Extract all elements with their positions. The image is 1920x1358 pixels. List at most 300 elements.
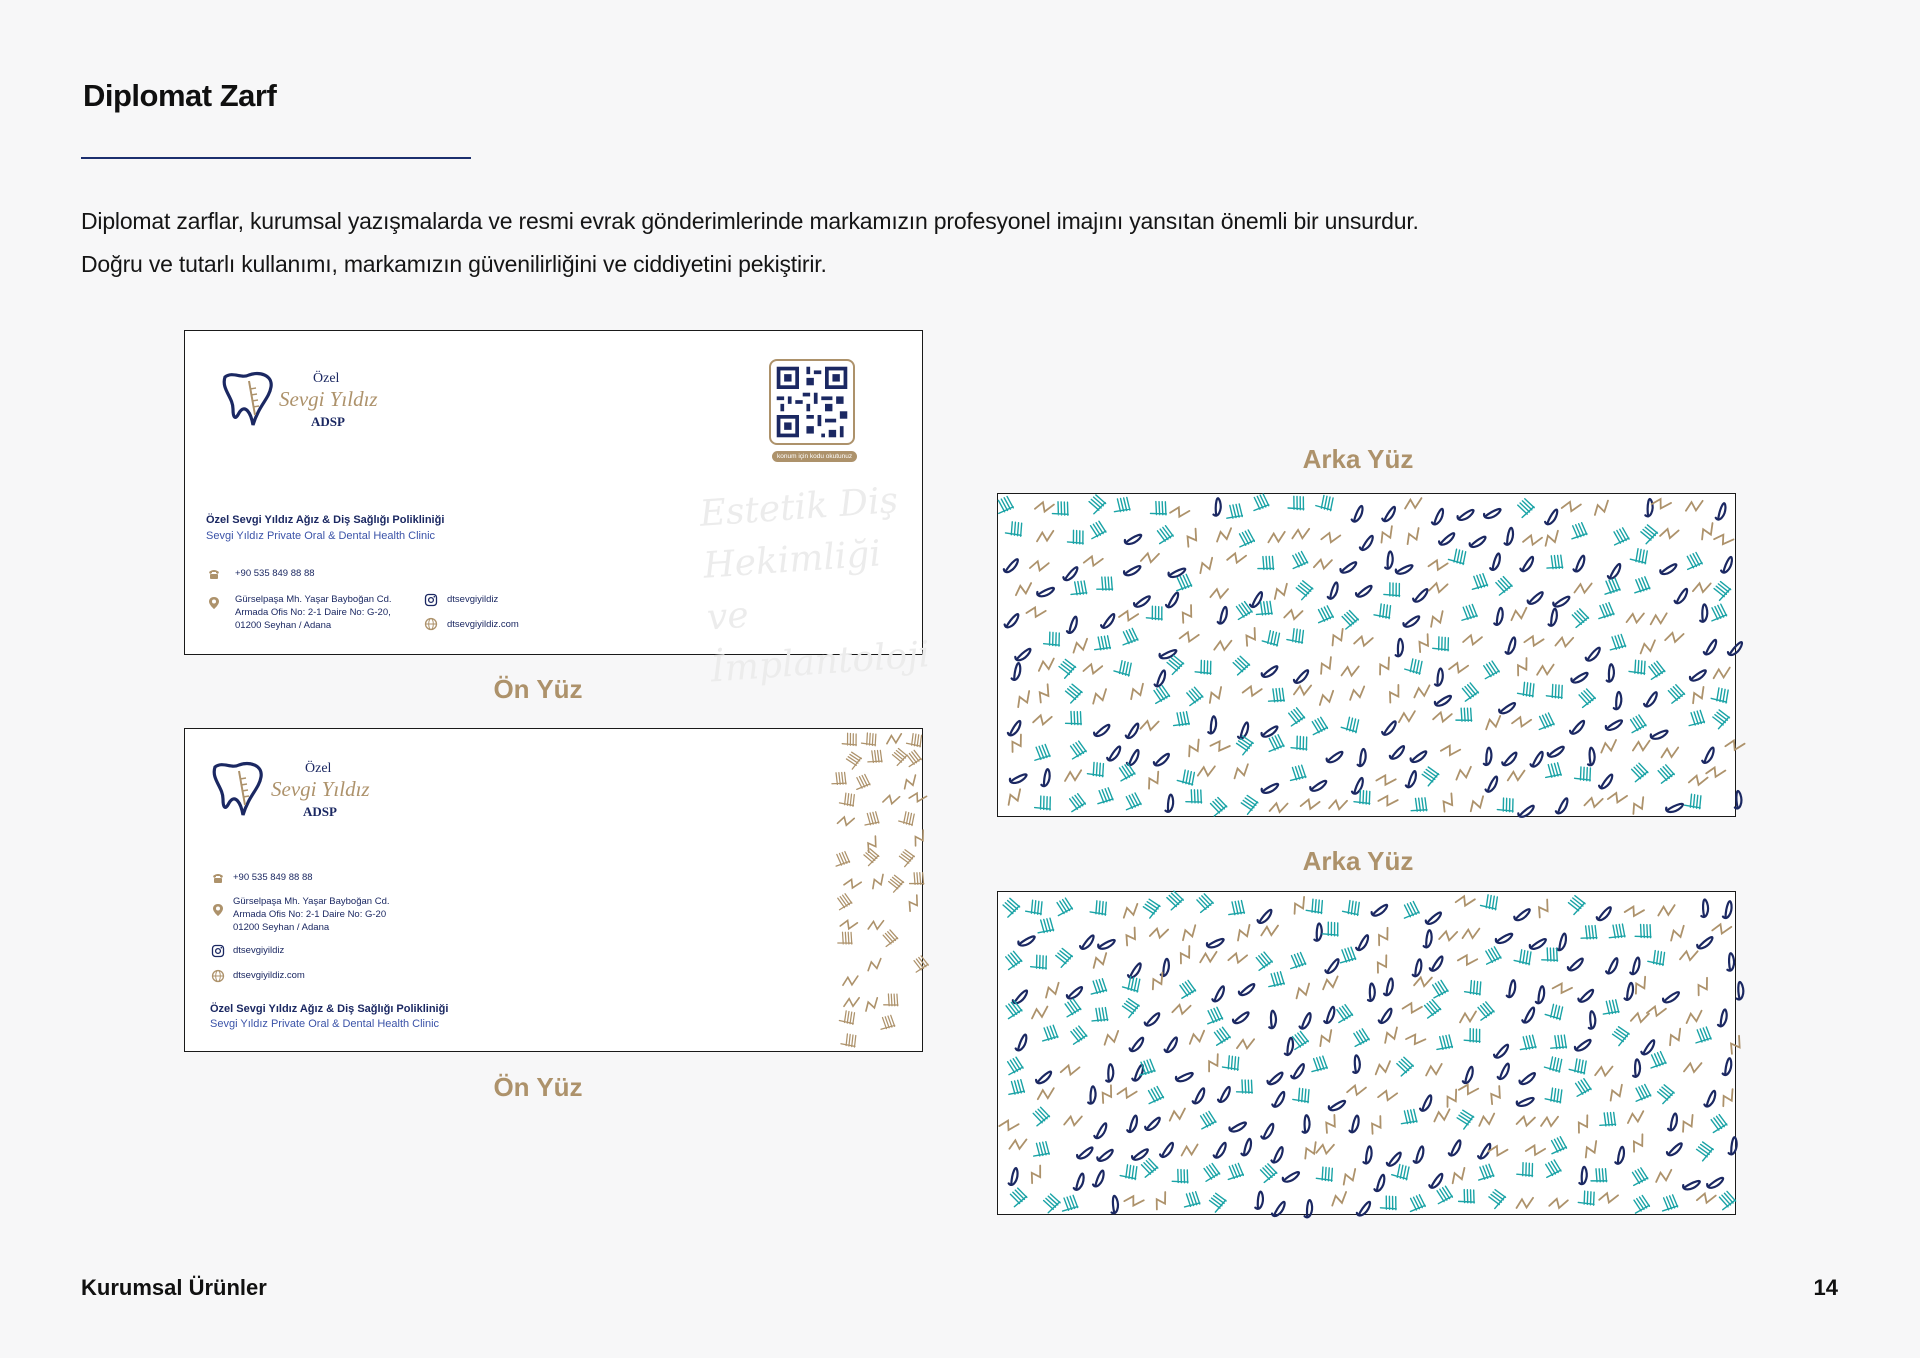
pattern-motif-loop	[1014, 1035, 1028, 1051]
pattern-motif-tooth	[1599, 603, 1614, 619]
pattern-motif-tooth	[865, 811, 880, 827]
pattern-motif-tooth	[1514, 947, 1535, 968]
pattern-motif-tooth	[1711, 685, 1732, 707]
pattern-motif-tooth	[839, 790, 858, 809]
pattern-motif-zigzag	[1241, 628, 1260, 646]
pattern-motif-loop	[1574, 1036, 1591, 1054]
pattern-motif-tooth	[1156, 524, 1174, 543]
pattern-motif-zigzag	[1272, 584, 1291, 599]
pattern-motif-loop	[1478, 747, 1496, 766]
pattern-motif-zigzag	[1188, 1031, 1205, 1044]
globe-icon	[424, 617, 438, 631]
pattern-motif-zigzag	[1524, 632, 1543, 649]
pattern-motif-loop	[1379, 1008, 1392, 1023]
pattern-motif-tooth	[1209, 796, 1229, 816]
pattern-motif-zigzag	[1234, 925, 1253, 941]
pattern-motif-tooth	[1258, 553, 1277, 573]
pattern-motif-zigzag	[1321, 1115, 1340, 1133]
pattern-motif-loop	[1004, 612, 1018, 628]
pattern-motif-loop	[1483, 503, 1501, 522]
pattern-motif-tooth	[1547, 553, 1566, 572]
pattern-motif-loop	[1430, 956, 1443, 971]
pattern-motif-tooth	[1518, 679, 1539, 700]
pattern-motif-loop	[1585, 646, 1600, 662]
pattern-motif-tooth	[1006, 1056, 1024, 1074]
pattern-motif-tooth	[1572, 523, 1587, 539]
pattern-motif-loop	[1036, 582, 1054, 601]
pattern-motif-zigzag	[1227, 550, 1246, 566]
pattern-motif-zigzag	[1517, 1113, 1535, 1128]
pattern-motif-tooth	[1516, 497, 1536, 518]
pattern-motif-tooth	[1071, 579, 1089, 598]
pattern-motif-tooth	[1068, 527, 1088, 548]
pattern-motif-tooth	[862, 847, 881, 866]
pattern-motif-tooth	[1610, 1024, 1631, 1046]
pattern-motif-loop	[1346, 1115, 1362, 1133]
pattern-motif-loop	[1153, 670, 1168, 686]
pattern-motif-loop	[1071, 1173, 1086, 1190]
qr-code-icon	[773, 363, 851, 441]
pattern-motif-loop	[1003, 557, 1018, 573]
pattern-motif-zigzag	[1294, 683, 1311, 696]
phone-number: +90 535 849 88 88	[233, 872, 313, 883]
clinic-name-tr: Özel Sevgi Yıldız Ağız & Diş Sağlığı Polikliniği	[206, 514, 445, 526]
pattern-motif-loop	[1360, 535, 1373, 550]
pattern-motif-tooth	[1150, 498, 1170, 518]
pattern-motif-zigzag	[1639, 640, 1656, 653]
pattern-motif-tooth	[1545, 1001, 1566, 1023]
pattern-motif-tooth	[1122, 628, 1138, 645]
pattern-motif-tooth	[1185, 1191, 1201, 1208]
pattern-motif-tooth	[1177, 767, 1198, 789]
pattern-motif-loop	[1665, 798, 1683, 817]
pattern-motif-tooth	[1195, 657, 1215, 678]
pattern-motif-tooth	[1476, 1000, 1495, 1020]
pattern-motif-zigzag	[844, 876, 861, 891]
pattern-motif-zigzag	[1083, 661, 1102, 677]
pattern-motif-zigzag	[1180, 925, 1198, 940]
pattern-motif-zigzag	[1015, 583, 1032, 595]
pattern-motif-loop	[1165, 1037, 1177, 1052]
pattern-motif-tooth	[1316, 492, 1337, 514]
pattern-motif-loop	[1696, 933, 1712, 951]
pattern-motif-tooth	[1709, 1113, 1727, 1132]
pattern-motif-zigzag	[1372, 955, 1391, 973]
pattern-motif-zigzag	[1725, 736, 1744, 753]
pattern-motif-loop	[1035, 1068, 1051, 1086]
pattern-motif-loop	[1326, 747, 1343, 765]
pattern-motif-loop	[1578, 987, 1594, 1004]
pattern-motif-loop	[1429, 1173, 1442, 1188]
pattern-motif-loop	[1298, 1013, 1312, 1029]
pattern-motif-loop	[1430, 668, 1447, 686]
pattern-motif-tooth	[1352, 1028, 1370, 1046]
clinic-name-en: Sevgi Yıldız Private Oral & Dental Health Clinic	[210, 1018, 440, 1030]
pattern-motif-loop	[1620, 983, 1637, 1001]
pattern-motif-zigzag	[1689, 772, 1708, 788]
pattern-motif-tooth	[1174, 710, 1192, 729]
pattern-motif-tooth	[1118, 762, 1136, 781]
pattern-motif-loop	[1350, 506, 1364, 522]
pattern-motif-tooth	[841, 1031, 860, 1050]
pattern-motif-loop	[1389, 744, 1404, 761]
pattern-motif-loop	[1144, 1011, 1159, 1028]
pattern-motif-tooth	[1269, 971, 1286, 988]
pattern-motif-loop	[1413, 587, 1428, 604]
pattern-motif-loop	[1250, 1191, 1267, 1210]
pattern-motif-loop	[1529, 934, 1546, 953]
pattern-motif-tooth	[1343, 898, 1364, 919]
pattern-motif-loop	[1713, 503, 1728, 520]
pattern-motif-zigzag	[1541, 1115, 1558, 1128]
pattern-motif-zigzag	[1097, 1085, 1116, 1103]
pattern-motif-tooth	[1465, 977, 1486, 998]
pattern-motif-tooth	[1165, 653, 1186, 674]
pattern-motif-tooth	[1041, 1192, 1061, 1213]
pattern-motif-loop	[1574, 1167, 1592, 1186]
pattern-motif-tooth	[1034, 1140, 1051, 1158]
pattern-motif-tooth	[1140, 1157, 1160, 1177]
pattern-motif-tooth	[1239, 793, 1260, 815]
pattern-motif-tooth	[1712, 579, 1733, 600]
pattern-motif-zigzag	[1512, 713, 1531, 730]
pattern-motif-loop	[1160, 1142, 1173, 1157]
pattern-motif-zigzag	[1463, 632, 1482, 648]
pattern-motif-zigzag	[1534, 900, 1553, 918]
pattern-motif-loop	[1097, 934, 1115, 953]
pattern-motif-zigzag	[1026, 1165, 1045, 1183]
pattern-motif-tooth	[1462, 604, 1477, 620]
pattern-motif-tooth	[1605, 578, 1620, 594]
pattern-motif-zigzag	[1026, 603, 1045, 620]
phone-icon	[207, 567, 221, 581]
pattern-motif-tooth	[1574, 1078, 1592, 1097]
pattern-motif-tooth	[1311, 717, 1328, 735]
pattern-motif-zigzag	[1573, 1115, 1592, 1133]
pattern-motif-loop	[1238, 980, 1255, 998]
pattern-motif-loop	[1107, 746, 1120, 761]
pattern-motif-zigzag	[1382, 1027, 1401, 1042]
pattern-motif-loop	[1296, 1115, 1314, 1134]
pattern-motif-loop	[1498, 698, 1515, 716]
pattern-motif-tooth	[997, 496, 1014, 513]
pattern-motif-loop	[1601, 664, 1619, 683]
pattern-motif-zigzag	[1043, 983, 1061, 998]
logo-adsp: ADSP	[303, 804, 337, 819]
pattern-motif-zigzag	[1228, 950, 1247, 966]
pattern-motif-zigzag	[1314, 557, 1332, 571]
pattern-motif-zigzag	[1385, 685, 1404, 703]
pattern-motif-tooth	[1114, 658, 1135, 680]
pattern-motif-zigzag	[1065, 770, 1081, 781]
pattern-motif-tooth	[1026, 897, 1047, 918]
pattern-motif-loop	[1100, 1064, 1118, 1083]
pattern-motif-zigzag	[1403, 999, 1422, 1016]
pattern-motif-loop	[1516, 1092, 1534, 1111]
pattern-motif-loop	[1325, 582, 1340, 599]
pattern-motif-tooth	[1710, 707, 1731, 728]
pattern-motif-tooth	[1114, 496, 1131, 514]
pattern-motif-loop	[1500, 528, 1517, 546]
pattern-motif-loop	[1572, 556, 1586, 572]
pattern-motif-loop	[1641, 1040, 1654, 1055]
pattern-motif-loop	[1126, 723, 1139, 738]
pattern-motif-zigzag	[1150, 925, 1168, 940]
pattern-motif-loop	[1156, 959, 1173, 977]
pattern-motif-zigzag	[1200, 951, 1216, 963]
pattern-motif-loop	[1261, 662, 1278, 680]
pattern-motif-zigzag	[1516, 1197, 1533, 1209]
pattern-motif-loop	[1719, 557, 1733, 573]
pattern-motif-loop	[1724, 1137, 1741, 1155]
pattern-motif-tooth	[1648, 948, 1669, 969]
pattern-motif-tooth	[1405, 656, 1426, 678]
pattern-motif-loop	[1403, 612, 1420, 630]
pattern-motif-zigzag	[1037, 530, 1053, 542]
pattern-motif-loop	[1608, 564, 1620, 579]
pattern-motif-tooth	[1631, 1167, 1649, 1185]
pattern-motif-loop	[1403, 771, 1418, 788]
pattern-motif-zigzag	[1378, 1087, 1397, 1103]
pattern-motif-zigzag	[1627, 611, 1644, 624]
pattern-motif-loop	[1390, 639, 1408, 658]
pattern-motif-tooth	[839, 1008, 858, 1027]
pattern-motif-loop	[1372, 1175, 1387, 1192]
pattern-motif-tooth	[1544, 1159, 1561, 1177]
watermark-line-2: Hekimliği ve	[701, 533, 883, 639]
pattern-motif-zigzag	[1084, 553, 1103, 569]
pattern-motif-loop	[1340, 558, 1357, 576]
pattern-motif-tooth	[1629, 714, 1647, 733]
pattern-motif-zigzag	[1141, 718, 1159, 732]
pattern-motif-zigzag	[1144, 772, 1163, 789]
pattern-motif-loop	[1328, 1096, 1346, 1115]
pattern-motif-tooth	[1172, 1166, 1192, 1186]
pattern-motif-tooth	[1294, 578, 1315, 599]
instagram-handle: dtsevgiyildiz	[233, 945, 285, 956]
pattern-motif-loop	[1214, 607, 1230, 625]
pattern-motif-zigzag	[1686, 500, 1703, 512]
pattern-motif-zigzag	[1330, 1192, 1348, 1206]
intro-line-2: Doğru ve tutarlı kullanımı, markamızın güvenilirliğini ve ciddiyetini pekiştirir.	[81, 251, 827, 277]
address-line-2: Armada Ofis No: 2-1 Daire No: G-20,	[235, 607, 391, 618]
pattern-motif-tooth	[1066, 708, 1086, 728]
pattern-motif-tooth	[1207, 1007, 1223, 1024]
pattern-motif-loop	[1129, 1036, 1143, 1052]
pattern-motif-tooth	[1575, 764, 1595, 785]
pattern-motif-tooth	[1165, 889, 1185, 910]
pattern-motif-zigzag	[1526, 1141, 1545, 1158]
pattern-motif-tooth	[1686, 552, 1703, 569]
pattern-motif-zigzag	[1005, 789, 1024, 805]
pattern-motif-tooth	[1152, 685, 1170, 704]
pattern-motif-tooth	[881, 928, 898, 946]
footer-section-title: Kurumsal Ürünler	[81, 1275, 267, 1300]
pattern-motif-loop	[1096, 1146, 1113, 1164]
pattern-motif-zigzag	[1376, 771, 1395, 789]
pattern-motif-zigzag	[1374, 1061, 1391, 1074]
pattern-motif-tooth	[1520, 1034, 1537, 1052]
pattern-motif-loop	[1485, 777, 1498, 792]
pattern-motif-zigzag	[1206, 687, 1225, 703]
pattern-motif-zigzag	[1508, 769, 1525, 781]
pattern-motif-zigzag	[1537, 664, 1554, 676]
pattern-motif-tooth	[1663, 1195, 1678, 1211]
pattern-motif-loop	[1460, 1067, 1475, 1084]
pattern-motif-zigzag	[863, 998, 879, 1011]
pattern-motif-tooth	[1409, 1194, 1425, 1211]
pattern-motif-zigzag	[1197, 558, 1216, 573]
pattern-motif-tooth	[1395, 1055, 1415, 1076]
pattern-motif-tooth	[1312, 1056, 1328, 1073]
pattern-motif-loop	[1502, 750, 1517, 767]
pattern-motif-zigzag	[1034, 684, 1053, 702]
pattern-motif-zigzag	[1261, 924, 1278, 936]
pattern-motif-zigzag	[869, 874, 886, 888]
pattern-motif-tooth	[1635, 921, 1655, 941]
pattern-motif-loop	[1469, 532, 1486, 550]
pattern-motif-zigzag	[1009, 1138, 1026, 1151]
pattern-motif-zigzag	[1184, 739, 1203, 756]
pattern-motif-tooth	[1288, 493, 1308, 513]
page-title: Diplomat Zarf	[83, 78, 277, 113]
pattern-motif-zigzag	[1141, 550, 1159, 564]
pattern-motif-tooth	[1290, 952, 1305, 968]
pattern-motif-zigzag	[1460, 1011, 1476, 1022]
pattern-motif-loop	[1599, 774, 1613, 790]
envelope-front-2	[184, 728, 923, 1052]
pattern-motif-tooth	[1497, 795, 1517, 816]
pattern-motif-zigzag	[911, 830, 928, 846]
pattern-motif-tooth	[1069, 740, 1087, 759]
pattern-motif-zigzag	[1014, 691, 1033, 707]
pattern-motif-tooth	[1694, 1139, 1715, 1161]
pattern-motif-tooth	[1545, 1085, 1566, 1106]
pattern-motif-zigzag	[1428, 556, 1447, 573]
pattern-motif-zigzag	[1433, 709, 1452, 725]
tooth-logo-icon	[219, 369, 281, 431]
instagram-icon	[424, 593, 438, 607]
pattern-motif-loop	[1272, 1201, 1285, 1216]
pattern-motif-tooth	[1195, 892, 1215, 912]
pattern-motif-zigzag	[1354, 633, 1373, 648]
pattern-motif-tooth	[1689, 710, 1705, 727]
pattern-motif-tooth	[1420, 764, 1441, 786]
pattern-motif-tooth	[1464, 1025, 1484, 1046]
envelope-1-caption: Ön Yüz	[493, 674, 583, 704]
pattern-motif-zigzag	[999, 1116, 1018, 1133]
pattern-motif-loop	[1203, 716, 1220, 734]
pattern-motif-zigzag	[1170, 503, 1189, 520]
back-2-caption: Arka Yüz	[1302, 846, 1414, 876]
pattern-motif-tooth	[1656, 763, 1675, 783]
pattern-motif-loop	[1530, 752, 1543, 767]
pattern-motif-loop	[1309, 923, 1327, 942]
pattern-motif-zigzag	[1347, 1082, 1366, 1098]
pattern-motif-zigzag	[1348, 686, 1366, 699]
pattern-motif-loop	[1728, 640, 1743, 656]
pattern-motif-tooth	[1089, 520, 1107, 538]
pattern-motif-zigzag	[1367, 1116, 1386, 1134]
pattern-motif-loop	[1419, 1095, 1433, 1111]
pattern-motif-zigzag	[1441, 741, 1460, 759]
pattern-motif-tooth	[844, 750, 863, 769]
pattern-motif-tooth	[1237, 1077, 1257, 1097]
pattern-motif-loop	[1704, 640, 1716, 655]
pattern-motif-tooth	[1639, 523, 1660, 544]
pattern-motif-tooth	[1306, 896, 1327, 917]
pattern-motif-zigzag	[1316, 657, 1335, 674]
clinic-name-tr: Özel Sevgi Yıldız Ağız & Diş Sağlığı Polikliniği	[210, 1003, 449, 1015]
pattern-motif-loop	[1261, 1124, 1274, 1139]
pattern-motif-tooth	[1057, 657, 1078, 678]
pattern-motif-tooth	[1186, 787, 1206, 807]
pattern-motif-zigzag	[1486, 1086, 1505, 1104]
script-watermark	[698, 474, 932, 697]
pattern-motif-zigzag	[1091, 953, 1109, 968]
back-pattern-1	[998, 494, 1734, 815]
pattern-motif-zigzag	[1375, 657, 1394, 674]
pattern-motif-loop	[1434, 691, 1451, 710]
pattern-motif-zigzag	[837, 814, 854, 828]
pattern-motif-loop	[1371, 901, 1388, 919]
pattern-motif-zigzag	[1684, 1061, 1702, 1074]
pattern-motif-tooth	[1035, 793, 1055, 814]
pattern-motif-zigzag	[1660, 525, 1679, 540]
pattern-motif-zigzag	[1429, 580, 1447, 595]
pattern-motif-tooth	[1291, 733, 1311, 754]
pattern-motif-tooth	[1436, 1185, 1454, 1203]
pattern-motif-tooth	[1479, 1164, 1494, 1180]
pattern-motif-tooth	[1603, 998, 1620, 1016]
pattern-motif-tooth	[1423, 998, 1442, 1018]
phone-icon	[211, 871, 225, 885]
pattern-motif-loop	[1728, 791, 1746, 810]
pattern-motif-loop	[1553, 933, 1569, 951]
pattern-motif-tooth	[881, 1015, 895, 1030]
pattern-motif-zigzag	[1449, 659, 1468, 676]
logo-adsp: ADSP	[311, 414, 345, 429]
pattern-motif-tooth	[842, 730, 860, 749]
logo-ozel: Özel	[305, 761, 332, 776]
pattern-motif-tooth	[1487, 1187, 1508, 1208]
pattern-motif-loop	[1238, 1139, 1254, 1156]
pattern-motif-zigzag	[1102, 1031, 1120, 1045]
pattern-motif-loop	[1206, 933, 1224, 952]
pattern-motif-loop	[1217, 1087, 1230, 1102]
pattern-motif-zigzag	[1292, 527, 1309, 539]
pattern-motif-zigzag	[1549, 1195, 1568, 1210]
pattern-motif-loop	[1494, 1043, 1509, 1059]
pattern-motif-loop	[1608, 692, 1626, 711]
pattern-motif-loop	[1596, 905, 1611, 921]
pattern-motif-zigzag	[1581, 1141, 1600, 1157]
pattern-motif-tooth	[1287, 706, 1306, 726]
pattern-motif-tooth	[1481, 892, 1502, 913]
pattern-motif-zigzag	[1405, 498, 1421, 510]
pattern-motif-loop	[1386, 1151, 1400, 1167]
pattern-motif-tooth	[1293, 1085, 1314, 1106]
pattern-motif-tooth	[1484, 946, 1501, 964]
pattern-motif-tooth	[868, 748, 885, 765]
pattern-motif-loop	[1008, 721, 1021, 736]
pattern-motif-zigzag	[1428, 611, 1447, 627]
address-line-2: Armada Ofis No: 2-1 Daire No: G-20	[233, 909, 387, 920]
intro-line-1: Diplomat zarflar, kurumsal yazışmalarda ve resmi evrak gönderimlerinde markamızın profesyonel imajını yansıtan önemli bir unsurdur.	[81, 208, 1419, 234]
pattern-motif-tooth	[1005, 519, 1026, 540]
pattern-motif-zigzag	[1033, 712, 1052, 727]
pattern-motif-tooth	[1546, 681, 1566, 702]
